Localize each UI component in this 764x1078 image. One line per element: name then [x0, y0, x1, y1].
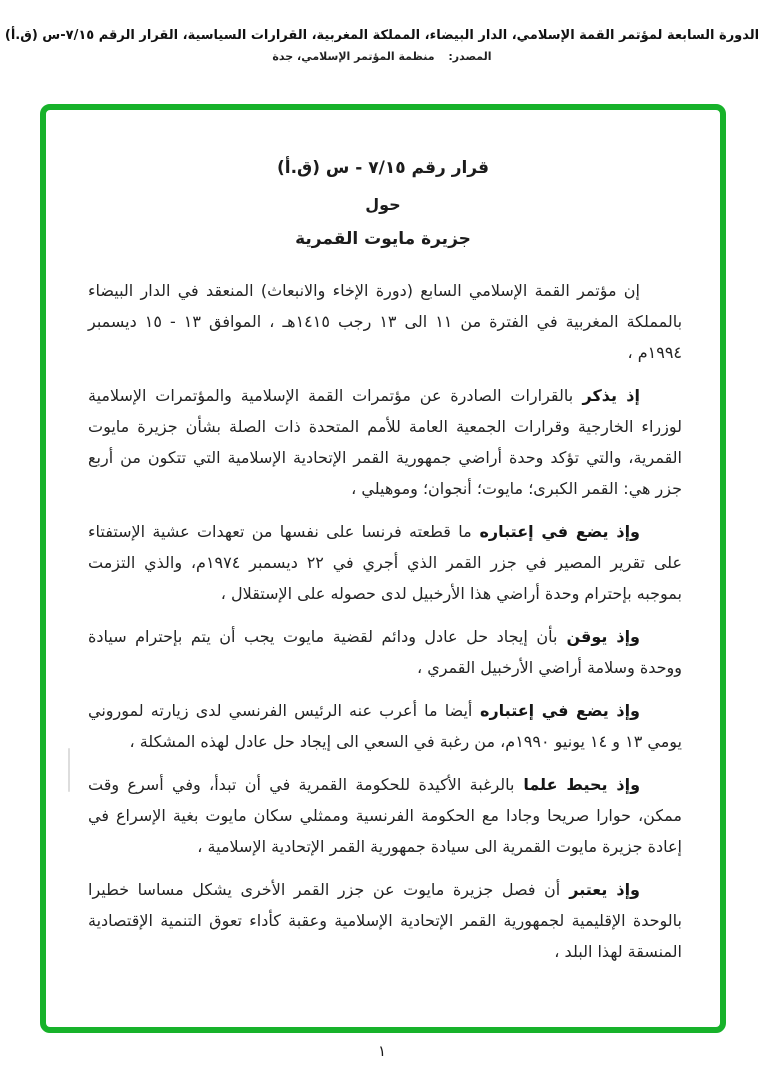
scan-artifact — [68, 748, 70, 792]
document-body — [46, 249, 720, 967]
paragraph-lead: وإذ يوقن — [557, 627, 640, 646]
paragraph-text: أيضا ما أعرب عنه الرئيس الفرنسي لدى زيارته لموروني يومي ١٣ و ١٤ يونيو ١٩٩٠م، من رغبة في السعي الى إيجاد حل عادل لهذه المشكلة ، — [88, 701, 682, 751]
paragraph — [88, 695, 682, 757]
source-label: المصدر: — [448, 50, 492, 63]
paragraph-lead: إذ يذكر — [573, 386, 641, 405]
title-block — [46, 158, 720, 249]
paragraph-lead: وإذ يضع في إعتباره — [471, 522, 640, 541]
paragraph — [88, 275, 682, 368]
paragraph-text: إن مؤتمر القمة الإسلامي السابع (دورة الإخاء والانبعاث) المنعقد في الدار البيضاء بالمملكة المغربية في الفترة من ١١ الى ١٣ رجب ١٤١٥هـ ، الموافق ١٣ - ١٥ ديسمبر ١٩٩٤م ، — [88, 281, 683, 362]
green-border-frame — [40, 104, 726, 1033]
header-source-line — [0, 50, 764, 63]
paragraph-text: بالقرارات الصادرة عن مؤتمرات القمة الإسلامية والمؤتمرات الإسلامية لوزراء الخارجية وقرارات الجمعية العامة للأمم المتحدة ذات الصلة بشأن جزيرة مايوت القمرية، والتي تؤكد وحدة أراضي جمهورية القمر الإتحادية الإسلامية التي تتكون من أربع جزر هي: القمر الكبرى؛ مايوت؛ أنجوان؛ وموهيلي ، — [88, 386, 682, 498]
paragraph-text: بالرغبة الأكيدة للحكومة القمرية في أن تبدأ، وفي أسرع وقت ممكن، حوارا صريحا وجادا مع الحكومة الفرنسية وممثلي سكان مايوت بغية الإسراع في إعادة جزيرة مايوت القمرية الى سيادة جمهورية القمر الإتحادية الإسلامية ، — [88, 775, 682, 856]
paragraph-text: بأن إيجاد حل عادل ودائم لقضية مايوت يجب أن يتم بإحترام سيادة ووحدة وسلامة أراضي الأرخبيل القمري ، — [88, 627, 682, 677]
page-number: ١ — [377, 1042, 387, 1060]
header-citation: الدورة السابعة لمؤتمر القمة الإسلامي، الدار البيضاء، المملكة المغربية، القرارات السياسية، القرار الرقم ٧/١٥-س (ق.أ) — [4, 28, 760, 43]
paragraph — [88, 874, 682, 967]
title-about: حول — [365, 195, 401, 214]
paragraph-text: ما قطعته فرنسا على نفسها من تعهدات عشية الإستفتاء على تقرير المصير في جزر القمر الذي أجري في ٢٢ ديسمبر ١٩٧٤م، والذي التزمت بموجبه بإحترام وحدة أراضي هذا الأرخبيل لدى حصوله على الإستقلال ، — [88, 522, 683, 603]
paragraph — [88, 769, 682, 862]
paragraph — [88, 380, 682, 504]
paragraph-lead: وإذ يحيط علما — [514, 775, 641, 794]
title-subject: جزيرة مايوت القمرية — [295, 229, 471, 249]
resolution-number-title: قرار رقم ٧/١٥ - س (ق.أ) — [276, 158, 490, 178]
paragraph — [88, 516, 682, 609]
paragraph-lead: وإذ يعتبر — [560, 880, 640, 899]
paragraph-text: أن فصل جزيرة مايوت عن جزر القمر الأخرى يشكل مساسا خطيرا بالوحدة الإقليمية لجمهورية القمر الإتحادية الإسلامية وعقبة كأداء تعوق التنمية الإقتصادية المنسقة لهذا البلد ، — [88, 880, 682, 961]
document-header — [0, 28, 764, 63]
paragraph-lead: وإذ يضع في إعتباره — [472, 701, 640, 720]
paragraph — [88, 621, 682, 683]
source-value: منظمة المؤتمر الإسلامي، جدة — [272, 50, 435, 63]
